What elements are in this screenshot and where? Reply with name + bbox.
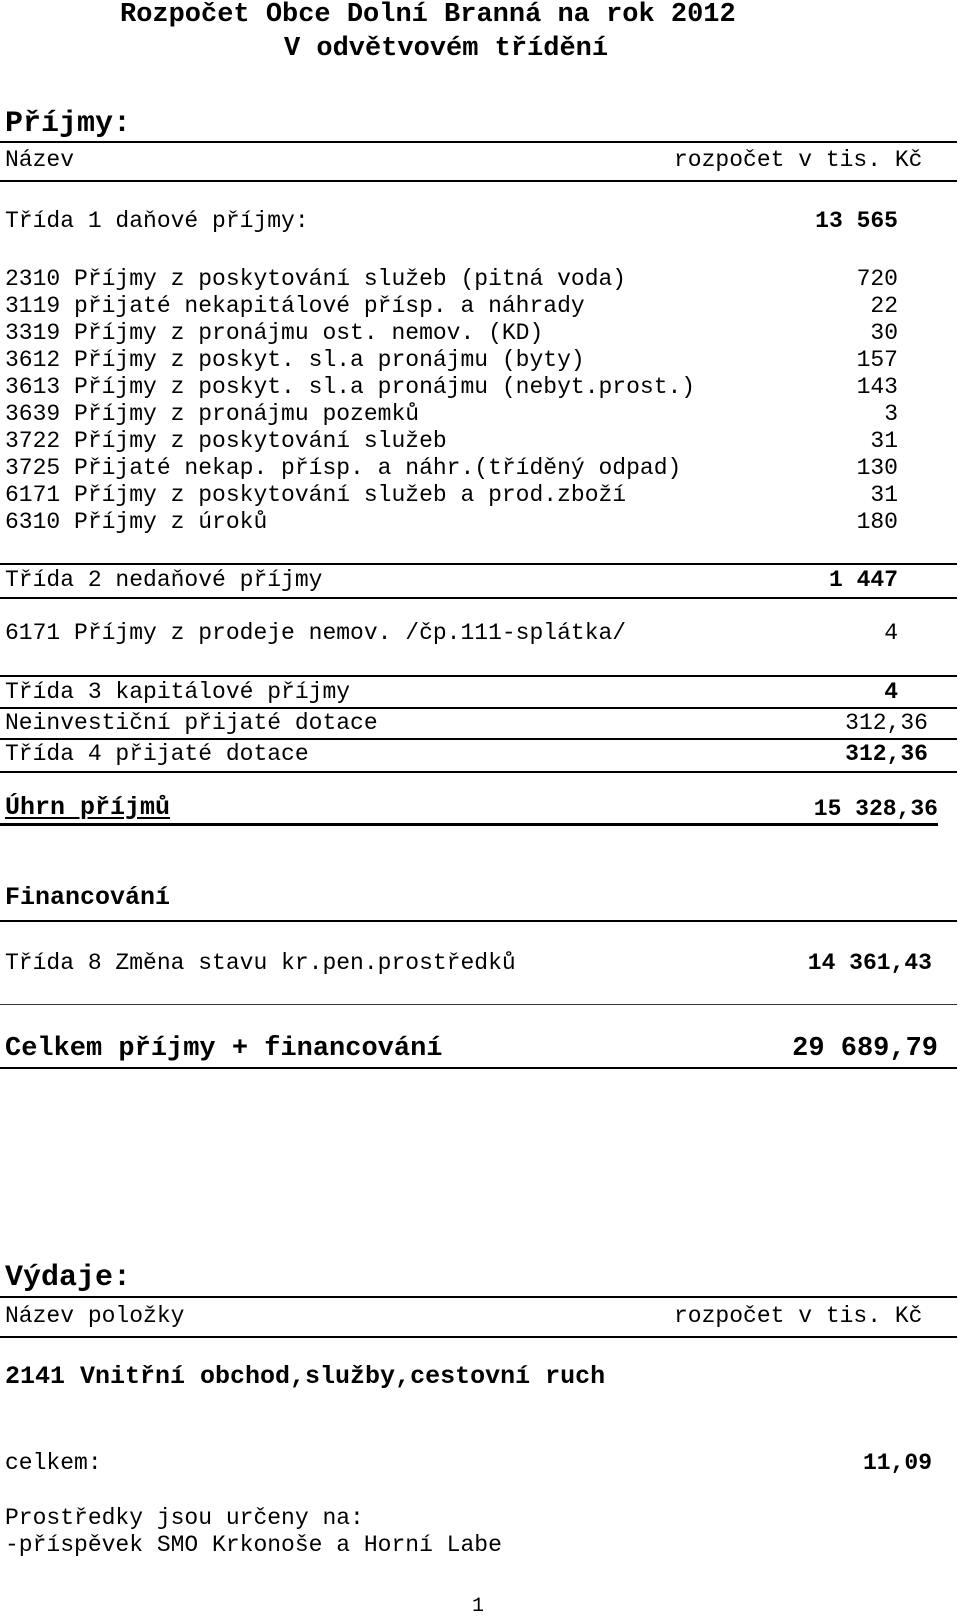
expense-total-label: celkem: (5, 1450, 102, 1476)
class2-item-value: 4 (884, 620, 898, 646)
income-item-value: 157 (856, 347, 898, 373)
class1-value: 13 565 (815, 208, 898, 234)
income-total-label: Úhrn příjmů (5, 793, 171, 822)
income-item-label: 6310 Příjmy z úroků (5, 509, 268, 535)
income-item-label: 2310 Příjmy z poskytování služeb (pitná voda) (5, 266, 627, 292)
income-item-label: 3722 Příjmy z poskytování služeb (5, 428, 447, 454)
grand-total-label: Celkem příjmy + financování (5, 1034, 443, 1064)
income-item-value: 30 (870, 320, 898, 346)
expense-note-title: Prostředky jsou určeny na: (5, 1505, 364, 1531)
doc-title-line1: Rozpočet Obce Dolní Branná na rok 2012 (120, 0, 736, 30)
divider (0, 597, 957, 599)
income-col-budget: rozpočet v tis. Kč (674, 147, 923, 173)
income-item-value: 31 (870, 482, 898, 508)
class2-label: Třída 2 nedaňové příjmy (5, 567, 323, 593)
divider (0, 707, 957, 709)
class3-value: 4 (884, 679, 898, 705)
expense-total-value: 11,09 (862, 1450, 932, 1476)
expense-note-item: -příspěvek SMO Krkonoše a Horní Labe (5, 1532, 502, 1558)
doc-title-line2: V odvětvovém třídění (284, 34, 609, 64)
divider (0, 675, 957, 677)
income-heading: Příjmy: (5, 107, 132, 141)
class8-label: Třída 8 Změna stavu kr.pen.prostředků (5, 950, 516, 976)
income-item-label: 3319 Příjmy z pronájmu ost. nemov. (KD) (5, 320, 544, 346)
divider (0, 141, 957, 143)
income-item-label: 3725 Přijaté nekap. přísp. a náhr.(tříděný odpad) (5, 455, 682, 481)
income-item-label: 3639 Příjmy z pronájmu pozemků (5, 401, 420, 427)
income-item-value: 143 (856, 374, 898, 400)
income-item-value: 22 (870, 293, 898, 319)
income-item-value: 180 (856, 509, 898, 535)
income-col-name: Název (5, 147, 75, 173)
divider (0, 823, 938, 826)
class2-value: 1 447 (828, 567, 898, 593)
income-item-label: 3119 přijaté nekapitálové přísp. a náhrady (5, 293, 585, 319)
expense-section-title: 2141 Vnitřní obchod,služby,cestovní ruch (5, 1362, 606, 1391)
income-item-value: 31 (870, 428, 898, 454)
income-item-value: 130 (856, 455, 898, 481)
divider (0, 771, 957, 773)
divider (0, 1296, 957, 1298)
class2-item-label: 6171 Příjmy z prodeje nemov. /čp.111-splátka/ (5, 620, 627, 646)
expenses-col-budget: rozpočet v tis. Kč (674, 1303, 923, 1329)
divider (0, 920, 957, 922)
grants-value: 312,36 (845, 710, 928, 736)
income-item-value: 720 (856, 266, 898, 292)
divider (0, 180, 957, 182)
financing-heading: Financování (5, 883, 171, 912)
divider (0, 1336, 957, 1338)
income-item-label: 6171 Příjmy z poskytování služeb a prod.zboží (5, 482, 627, 508)
divider (0, 1004, 957, 1005)
divider (0, 1067, 957, 1069)
page-number: 1 (472, 1595, 485, 1618)
grants-label: Neinvestiční přijaté dotace (5, 710, 378, 736)
class4-label: Třída 4 přijaté dotace (5, 741, 309, 767)
income-item-label: 3612 Příjmy z poskyt. sl.a pronájmu (byty) (5, 347, 585, 373)
class1-label: Třída 1 daňové příjmy: (5, 208, 309, 234)
grand-total-value: 29 689,79 (792, 1034, 938, 1064)
income-item-label: 3613 Příjmy z poskyt. sl.a pronájmu (nebyt.prost.) (5, 374, 696, 400)
income-item-value: 3 (884, 401, 898, 427)
class3-label: Třída 3 kapitálové příjmy (5, 679, 351, 705)
class4-value: 312,36 (845, 741, 928, 767)
divider (0, 738, 957, 740)
income-total-value: 15 328,36 (813, 796, 938, 822)
expenses-heading: Výdaje: (5, 1261, 132, 1295)
expenses-col-name: Název položky (5, 1303, 185, 1329)
divider (0, 563, 957, 565)
class8-value: 14 361,43 (807, 950, 932, 976)
